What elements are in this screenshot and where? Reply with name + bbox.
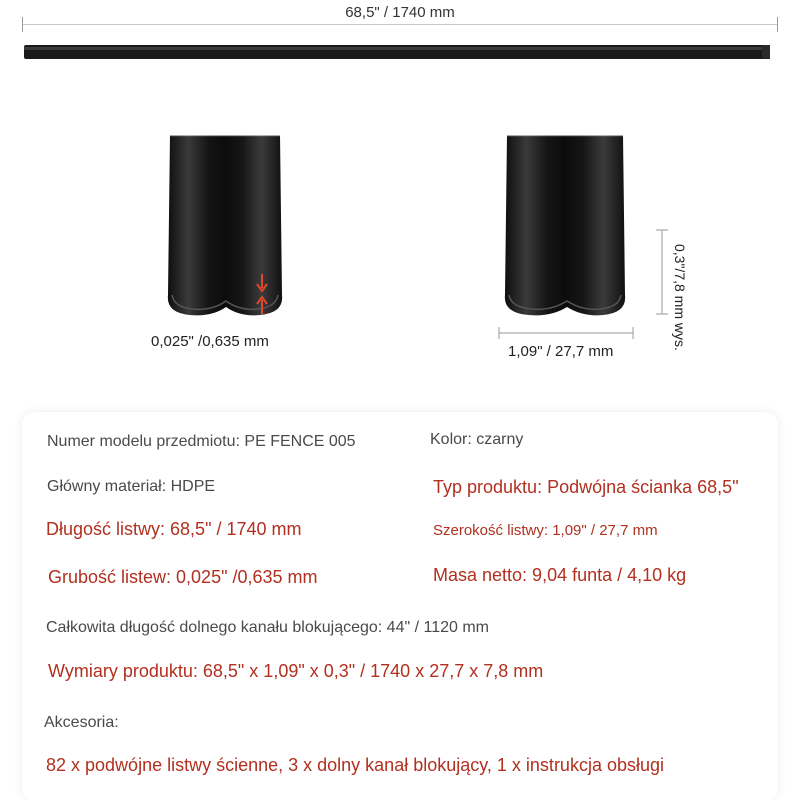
length-dimension-label: 68,5" / 1740 mm [345,4,455,21]
spec-channel-length: Całkowita długość dolnego kanału blokującego: 44" / 1120 mm [46,619,489,636]
thickness-label: 0,025" /0,635 mm [151,333,269,350]
spec-dimensions: Wymiary produktu: 68,5" x 1,09" x 0,3" / 1740 x 27,7 x 7,8 mm [48,661,544,681]
height-label: 0,3"/7,8 mm wys. [672,244,688,351]
spec-color: Kolor: czarny [430,431,524,448]
height-dimension-line [655,228,669,316]
spec-slat-length: Długość listwy: 68,5" / 1740 mm [46,519,302,539]
slat-section-width-image [497,135,633,325]
specs-card [22,412,778,800]
spec-slat-thickness: Grubość listew: 0,025" /0,635 mm [48,567,318,587]
spec-product-type: Typ produktu: Podwójna ścianka 68,5" [433,477,739,497]
accessories-list: 82 x podwójne listwy ścienne, 3 x dolny kanał blokujący, 1 x instrukcja obsługi [46,755,664,775]
width-dimension-line [497,326,637,340]
slat-full-length-image [24,44,770,60]
spec-net-weight: Masa netto: 9,04 funta / 4,10 kg [433,565,687,585]
spec-model: Numer modelu przedmiotu: PE FENCE 005 [47,433,356,450]
length-dimension-line [22,24,778,25]
accessories-title: Akcesoria: [44,714,119,731]
thickness-arrows-icon [252,272,272,316]
width-label: 1,09" / 27,7 mm [508,343,614,360]
spec-slat-width: Szerokość listwy: 1,09" / 27,7 mm [433,522,658,539]
spec-material: Główny materiał: HDPE [47,478,216,495]
